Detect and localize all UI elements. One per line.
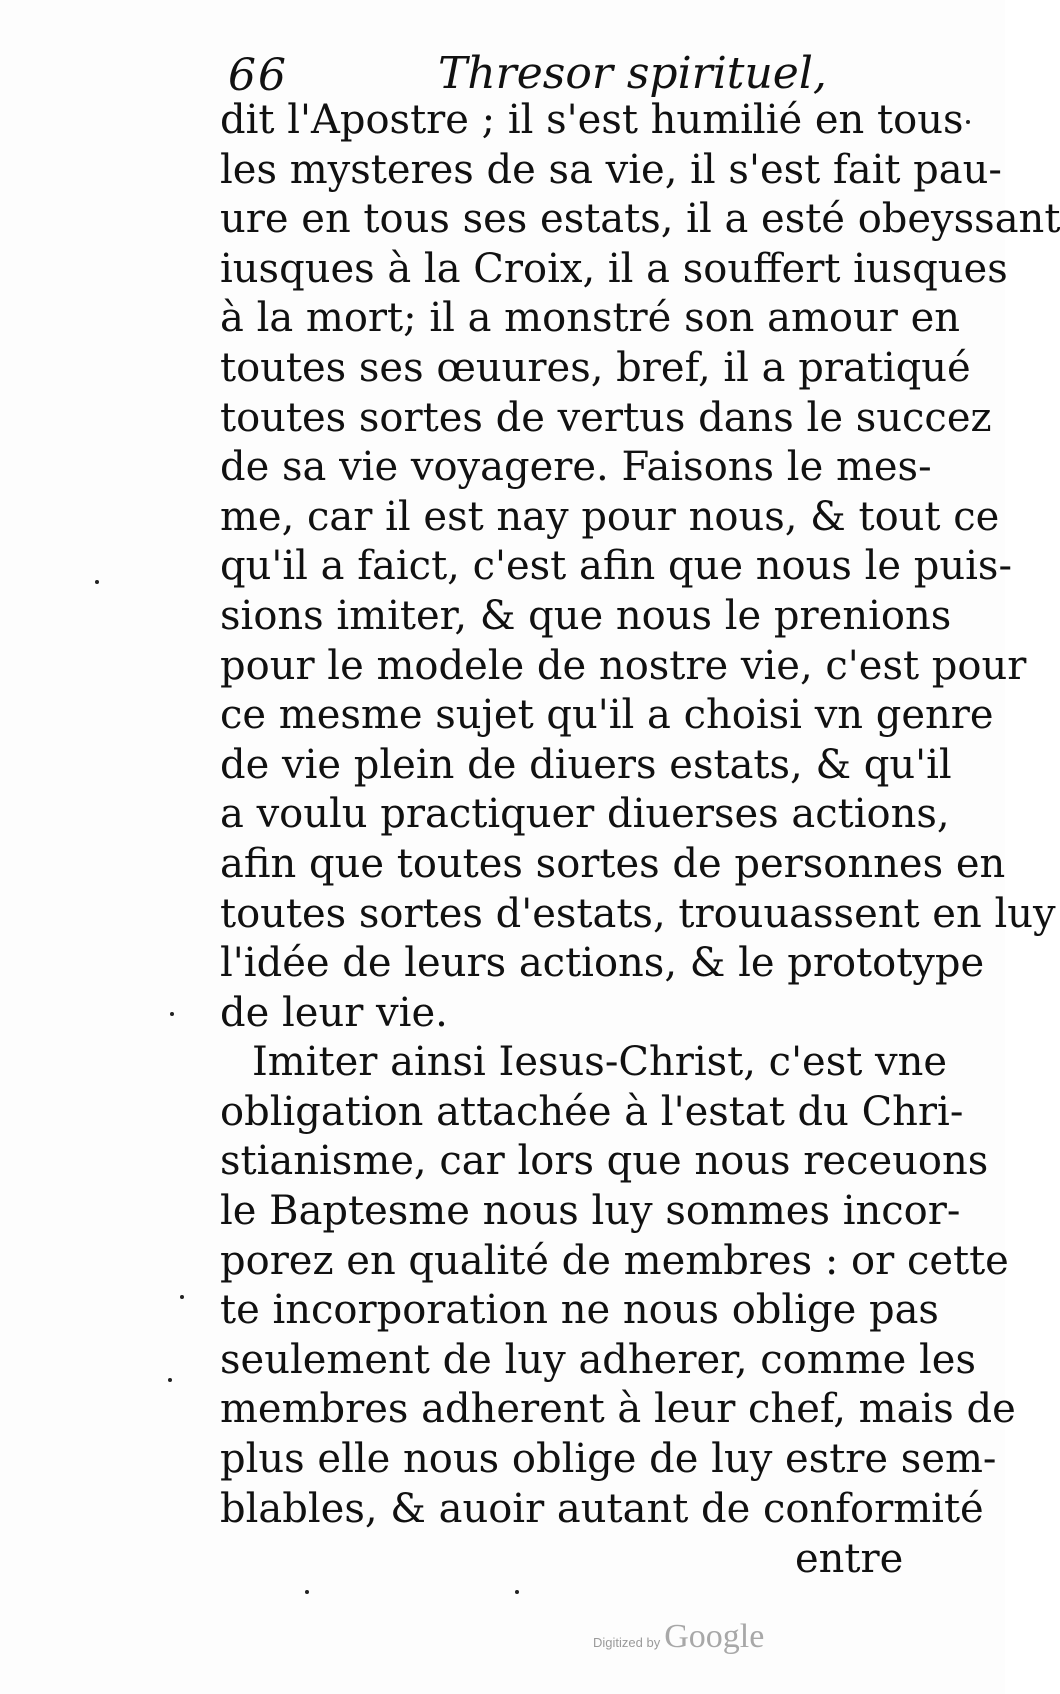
text-line: afin que toutes sortes de personnes en — [220, 840, 1006, 887]
scan-speck — [515, 1590, 519, 1594]
text-line: toutes sortes de vertus dans le succez — [220, 394, 992, 441]
text-line: stianisme, car lors que nous receuons — [220, 1138, 989, 1185]
text-line: te incorporation ne nous oblige pas — [220, 1287, 939, 1334]
digitized-by-label: Digitized by — [593, 1635, 661, 1650]
text-line: qu'il a faict, c'est afin que nous le puis- — [220, 543, 1012, 590]
running-title: Thresor spirituel, — [438, 48, 827, 99]
text-line: dit l'Apostre ; il s'est humilié en tous — [220, 97, 964, 143]
text-line: sions imiter, & que nous le prenions — [220, 592, 952, 639]
text-line: porez en qualité de membres : or cette — [220, 1237, 1009, 1284]
text-line: ce mesme sujet qu'il a choisi vn genre — [220, 692, 994, 739]
text-line: les mysteres de sa vie, il s'est fait pau- — [220, 146, 1002, 193]
text-line: seulement de luy adherer, comme les — [220, 1336, 976, 1383]
text-line: blables, & auoir autant de conformité — [220, 1485, 984, 1532]
text-line: de vie plein de diuers estats, & qu'il — [220, 741, 952, 788]
scan-speck — [168, 1378, 172, 1382]
text-line: obligation attachée à l'estat du Chri- — [220, 1088, 964, 1135]
text-line: iusques à la Croix, il a souffert iusques — [220, 245, 1008, 292]
scan-speck — [966, 120, 970, 124]
page-header — [228, 40, 848, 104]
scan-speck — [170, 1012, 174, 1016]
digitized-by-watermark — [593, 1618, 764, 1656]
catchword: entre — [795, 1536, 904, 1582]
text-line: de leur vie. — [220, 989, 448, 1036]
text-line: plus elle nous oblige de luy estre sem- — [220, 1436, 997, 1483]
google-logo: Google — [664, 1618, 765, 1655]
scan-speck — [305, 1590, 309, 1594]
page-number: 66 — [228, 50, 288, 101]
scan-speck — [95, 580, 99, 584]
body-text — [220, 96, 1060, 1534]
text-line: me, car il est nay pour nous, & tout ce — [220, 493, 1000, 540]
scan-speck — [180, 1295, 184, 1299]
text-line: pour le modele de nostre vie, c'est pour — [220, 642, 1027, 689]
text-line: de sa vie voyagere. Faisons le mes- — [220, 444, 932, 491]
text-line: toutes ses œuures, bref, il a pratiqué — [220, 344, 971, 391]
text-line: membres adherent à leur chef, mais de — [220, 1386, 1016, 1433]
text-line: ure en tous ses estats, il a esté obeyssant — [220, 196, 1060, 243]
text-line: a voulu practiquer diuerses actions, — [220, 791, 950, 838]
text-line: l'idée de leurs actions, & le prototype — [220, 940, 985, 987]
text-line: à la mort; il a monstré son amour en — [220, 295, 961, 342]
text-line: Imiter ainsi Iesus-Christ, c'est vne — [252, 1039, 948, 1086]
text-line: le Baptesme nous luy sommes incor- — [220, 1188, 961, 1235]
text-line: toutes sortes d'estats, trouuassent en luy — [220, 890, 1056, 937]
